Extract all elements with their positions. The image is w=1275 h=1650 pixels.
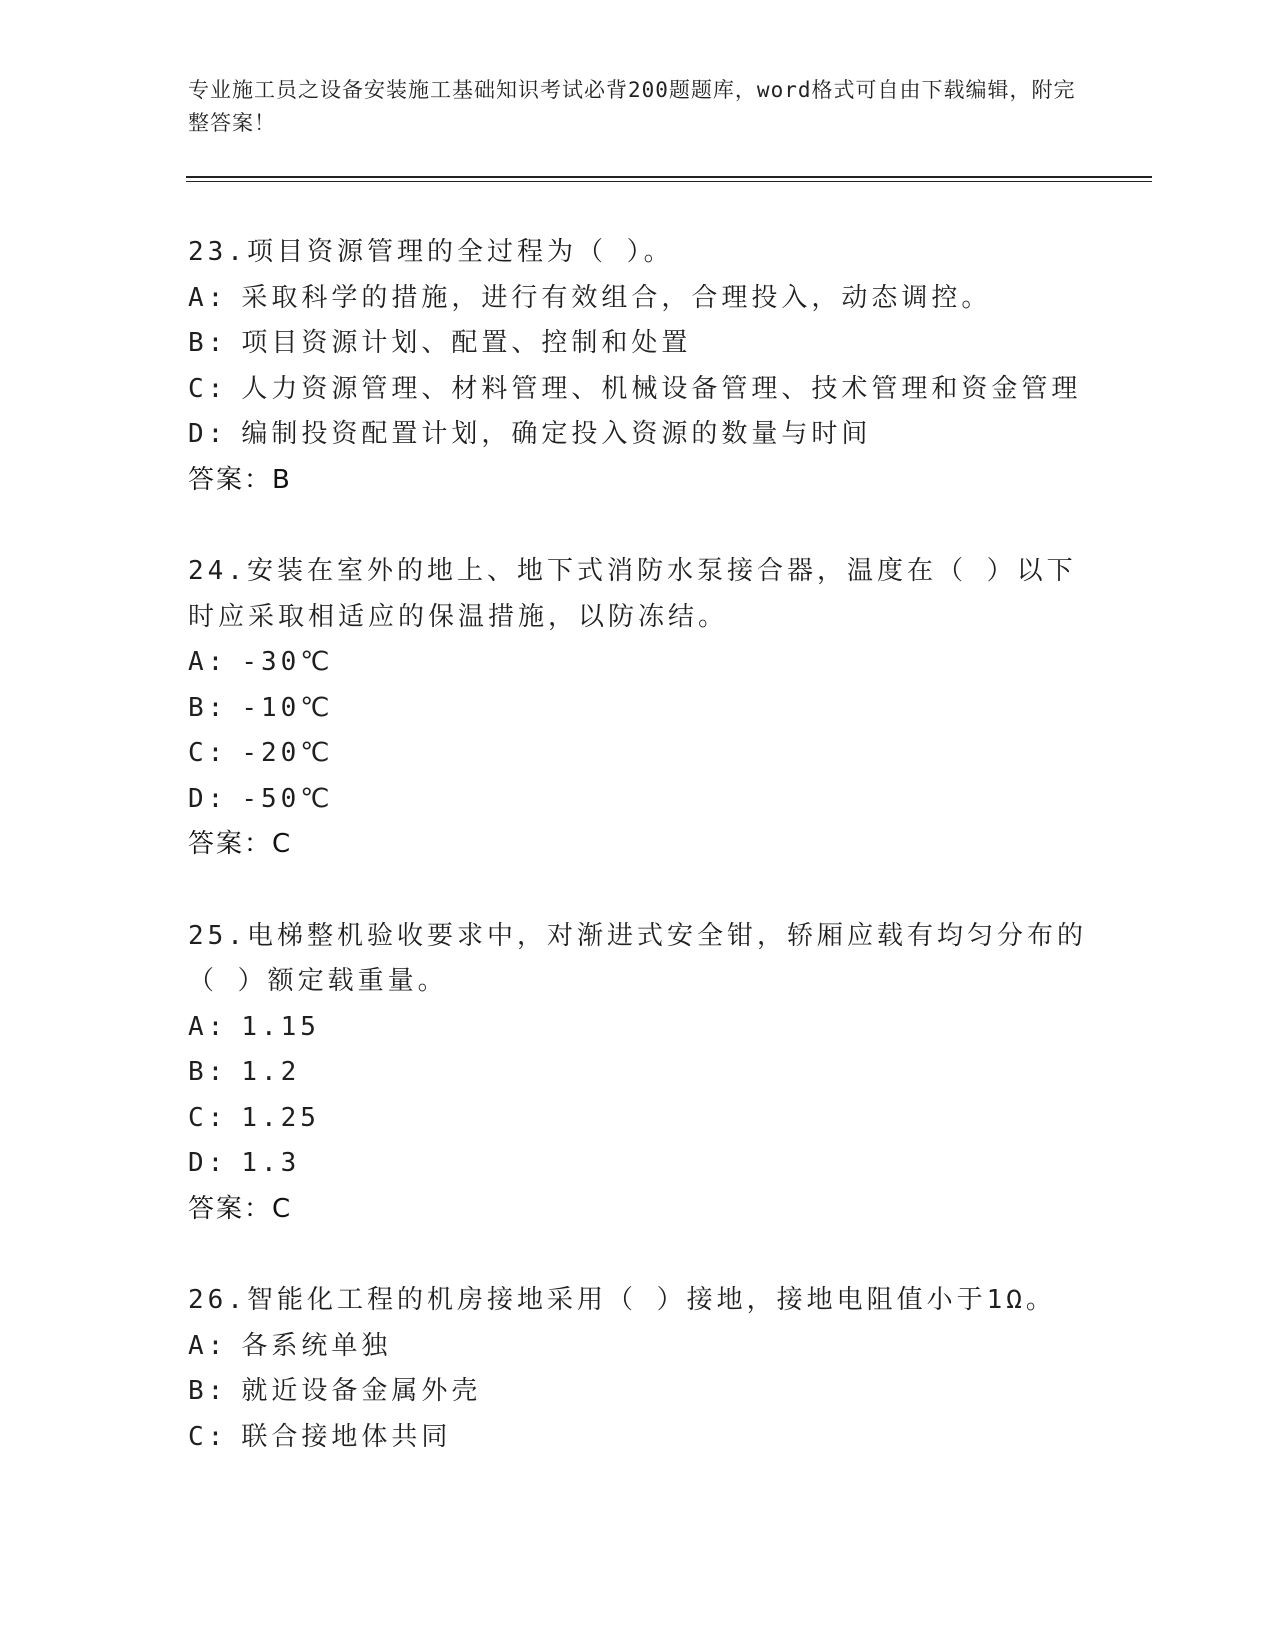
option-text: 1.3 <box>241 1148 301 1178</box>
option-text: -10℃ <box>241 692 334 723</box>
option-text: 采取科学的措施，进行有效组合，合理投入，动态调控。 <box>241 282 992 313</box>
option-text: -30℃ <box>241 647 334 677</box>
option-key: D: <box>188 783 228 814</box>
answer-label: 答案：C <box>188 829 293 859</box>
option-key: C: <box>188 1421 228 1452</box>
question-24 <box>188 549 1088 868</box>
question-26 <box>188 1278 1088 1460</box>
question-list <box>188 230 1088 1506</box>
option-d <box>188 777 1088 823</box>
option-text: 各系统单独 <box>241 1330 392 1361</box>
option-b <box>188 321 1088 367</box>
option-b <box>188 1050 1088 1096</box>
option-text: 人力资源管理、材料管理、机械设备管理、技术管理和资金管理 <box>241 373 1082 404</box>
header-divider-thin <box>186 181 1152 182</box>
option-key: C: <box>188 373 228 404</box>
document-header: 专业施工员之设备安装施工基础知识考试必背200题题库，word格式可自由下载编辑，附完整答案！ <box>188 78 1076 135</box>
option-key: D: <box>188 1148 228 1178</box>
option-a <box>188 640 1088 686</box>
option-a <box>188 1324 1088 1370</box>
option-key: B: <box>188 1376 228 1406</box>
question-23 <box>188 230 1088 503</box>
option-c <box>188 731 1088 777</box>
option-c <box>188 367 1088 413</box>
option-text: -20℃ <box>241 738 334 768</box>
option-text: 1.15 <box>241 1011 320 1042</box>
option-c <box>188 1096 1088 1142</box>
option-c <box>188 1415 1088 1461</box>
question-stem: 26.智能化工程的机房接地采用（ ）接地，接地电阻值小于1Ω。 <box>188 1285 1056 1315</box>
option-key: C: <box>188 738 228 768</box>
option-text: 就近设备金属外壳 <box>241 1376 482 1406</box>
question-stem: 25.电梯整机验收要求中，对渐进式安全钳，轿厢应载有均匀分布的（ ）额定载重量。 <box>188 920 1087 996</box>
option-key: C: <box>188 1102 228 1133</box>
header-divider-thick <box>186 176 1152 178</box>
option-d <box>188 412 1088 458</box>
option-text: 联合接地体共同 <box>241 1421 452 1452</box>
answer-label: 答案：B <box>188 464 292 495</box>
option-text: 1.25 <box>241 1102 320 1133</box>
option-key: A: <box>188 1011 228 1042</box>
option-key: B: <box>188 692 228 723</box>
option-text: -50℃ <box>241 783 334 814</box>
option-d <box>188 1141 1088 1187</box>
option-key: A: <box>188 1330 228 1361</box>
option-key: A: <box>188 647 228 677</box>
option-a <box>188 1005 1088 1051</box>
option-text: 项目资源计划、配置、控制和处置 <box>241 328 692 358</box>
option-key: D: <box>188 419 228 449</box>
option-key: A: <box>188 282 228 313</box>
option-text: 1.2 <box>241 1057 301 1087</box>
option-b <box>188 686 1088 732</box>
question-stem: 24.安装在室外的地上、地下式消防水泵接合器，温度在（ ）以下时应采取相适应的保温措施，以防冻结。 <box>188 556 1077 632</box>
option-a <box>188 276 1088 322</box>
option-b <box>188 1369 1088 1415</box>
option-text: 编制投资配置计划，确定投入资源的数量与时间 <box>241 419 872 449</box>
option-key: B: <box>188 1057 228 1087</box>
question-stem: 23.项目资源管理的全过程为（ ）。 <box>188 237 674 267</box>
answer-label: 答案：C <box>188 1193 293 1224</box>
option-key: B: <box>188 328 228 358</box>
question-25 <box>188 914 1088 1233</box>
